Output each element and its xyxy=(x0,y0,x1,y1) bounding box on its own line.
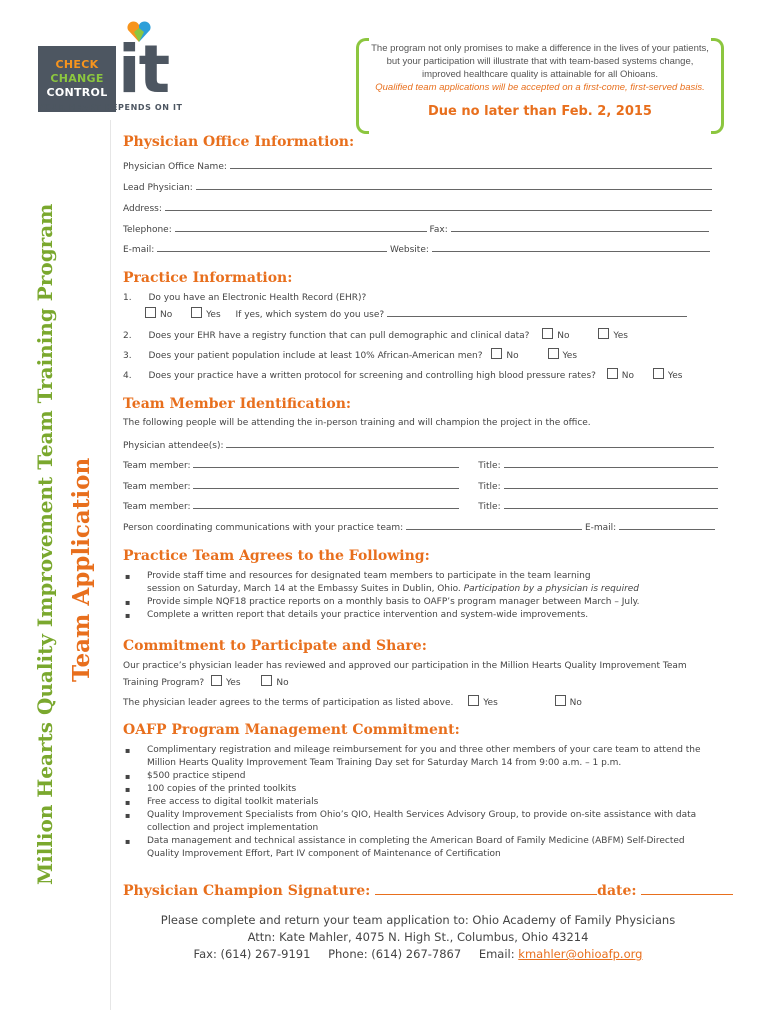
q1-no-checkbox[interactable] xyxy=(145,307,156,318)
oafp-item-3: 100 copies of the printed toolkits xyxy=(147,784,297,794)
q1-yes-checkbox[interactable] xyxy=(191,307,202,318)
footer-line-1: Please complete and return your team application to: Ohio Academy of Family Physicians xyxy=(160,913,676,927)
title-field-2[interactable] xyxy=(504,480,718,489)
q3-number: 3. xyxy=(123,351,132,361)
email-row xyxy=(123,243,710,255)
sidebar-title: Million Hearts Quality Improvement Team Training Program xyxy=(33,203,57,885)
list-item xyxy=(123,744,713,770)
fax-label: Fax: xyxy=(429,225,448,235)
q1-number: 1. xyxy=(123,293,132,303)
sidebar-subtitle: Team Application xyxy=(68,457,95,682)
team-heading: Team Member Identification: xyxy=(123,396,352,412)
office-name-label: Physician Office Name: xyxy=(123,162,227,172)
lead-physician-label: Lead Physician: xyxy=(123,183,193,193)
email-field[interactable] xyxy=(157,243,387,252)
commit-heading: Commitment to Participate and Share: xyxy=(123,638,427,654)
title-label: Title: xyxy=(478,482,501,492)
practice-heading: Practice Information: xyxy=(123,270,293,286)
footer-email-link[interactable]: kmahler@ohioafp.org xyxy=(518,947,643,961)
coordinator-row xyxy=(123,521,715,533)
address-label: Address: xyxy=(123,204,162,214)
address-field[interactable] xyxy=(165,202,712,211)
q3-yes-label: Yes xyxy=(562,351,578,361)
oafp-item-2: $500 practice stipend xyxy=(147,771,246,781)
signature-row xyxy=(123,882,733,899)
oafp-list xyxy=(123,744,713,861)
logo-it: it xyxy=(118,31,169,108)
oafp-heading: OAFP Program Management Commitment: xyxy=(123,722,460,738)
logo-tagline: YOUR HEART DEPENDS ON IT xyxy=(38,103,183,112)
footer-fax: Fax: (614) 267-9191 xyxy=(193,947,311,961)
email-label: E-mail: xyxy=(123,245,155,255)
date-field[interactable] xyxy=(641,882,733,895)
q4-no-checkbox[interactable] xyxy=(607,368,618,379)
q4-no-label: No xyxy=(621,371,635,381)
team-member-label: Team member: xyxy=(123,482,191,492)
signature-field[interactable] xyxy=(375,882,597,895)
team-member-row-1 xyxy=(123,459,718,471)
agrees-item-1c: Participation by a physician is required xyxy=(463,584,640,594)
footer-phone: Phone: (614) 267-7867 xyxy=(328,947,462,961)
agrees-item-1b: session on Saturday, March 14 at the Embassy Suites in Dublin, Ohio. xyxy=(147,584,461,594)
due-date: Due no later than Feb. 2, 2015 xyxy=(428,104,652,119)
team-member-row-3 xyxy=(123,500,718,512)
q1-text: Do you have an Electronic Health Record (EHR)? xyxy=(148,293,367,303)
lead-physician-field[interactable] xyxy=(196,181,712,190)
list-item xyxy=(123,783,713,796)
coordinator-email-label: E-mail: xyxy=(584,523,617,533)
team-description: The following people will be attending the in-person training and will champion the project in the office. xyxy=(123,418,591,428)
footer-line-2: Attn: Kate Mahler, 4075 N. High St., Columbus, Ohio 43214 xyxy=(247,930,589,944)
q3-no-label: No xyxy=(506,351,519,361)
ehr-system-field[interactable] xyxy=(387,308,687,317)
team-member-label: Team member: xyxy=(123,502,191,512)
attendee-field[interactable] xyxy=(226,439,714,448)
q1-no-label: No xyxy=(160,310,173,320)
oafp-item-5a: Quality Improvement Specialists from Ohio’s QIO, Health Services Advisory Group, to provide on-site assistance with data xyxy=(147,810,697,820)
commit-no-label: No xyxy=(276,678,289,688)
agrees-list xyxy=(123,570,713,622)
address-row xyxy=(123,202,712,214)
team-member-row-2 xyxy=(123,480,718,492)
intro-box xyxy=(356,38,724,130)
q1-answer-row xyxy=(145,307,687,320)
oafp-item-6b: Quality Improvement Effort, Part IV component of Maintenance of Certification xyxy=(147,849,501,859)
agree-no-label: No xyxy=(569,698,582,708)
attendee-label: Physician attendee(s): xyxy=(123,441,224,451)
oafp-item-5b: collection and project implementation xyxy=(147,823,319,833)
intro-paragraph: The program not only promises to make a difference in the lives of your patients, but your participation will illustrate that with team-based systems change, improved healthcare quality is attainable for all Ohioans. xyxy=(371,43,709,80)
telephone-row xyxy=(123,223,709,235)
title-label: Title: xyxy=(478,502,501,512)
oafp-item-1b: Million Hearts Quality Improvement Team Training Day set for Saturday March 14 from 9:00 a.m. – 1 p.m. xyxy=(147,758,622,768)
q1-follow-label: If yes, which system do you use? xyxy=(235,310,385,320)
agree-no-checkbox[interactable] xyxy=(555,695,566,706)
coordinator-label: Person coordinating communications with your practice team: xyxy=(123,523,404,533)
office-name-row xyxy=(123,160,712,172)
coordinator-field[interactable] xyxy=(406,521,582,530)
q2-text: Does your EHR have a registry function that can pull demographic and clinical data? xyxy=(148,331,530,341)
office-heading: Physician Office Information: xyxy=(123,134,355,150)
agree-yes-checkbox[interactable] xyxy=(468,695,479,706)
fax-field[interactable] xyxy=(451,223,709,232)
website-field[interactable] xyxy=(432,243,710,252)
oafp-item-6a: Data management and technical assistance in completing the American Board of Family Medicine (ABFM) Self-Directed xyxy=(147,836,685,846)
q3-row xyxy=(123,348,577,361)
q3-text: Does your patient population include at least 10% African-American men? xyxy=(148,351,483,361)
lead-physician-row xyxy=(123,181,712,193)
commit-text-2: Training Program? xyxy=(123,678,205,688)
footer xyxy=(123,912,713,963)
website-label: Website: xyxy=(390,245,429,255)
q4-yes-label: Yes xyxy=(667,371,683,381)
signature-label: Physician Champion Signature: xyxy=(123,883,371,899)
team-member-field-3[interactable] xyxy=(193,500,459,509)
intro-qualified: Qualified team applications will be accepted on a first-come, first-served basis. xyxy=(375,82,705,93)
date-label: date: xyxy=(597,883,637,899)
q2-row xyxy=(123,328,628,341)
telephone-label: Telephone: xyxy=(123,225,172,235)
coordinator-email-field[interactable] xyxy=(619,521,715,530)
list-item xyxy=(123,809,713,835)
q1-row xyxy=(123,293,366,303)
q2-number: 2. xyxy=(123,331,132,341)
right-bracket xyxy=(711,38,724,134)
commit-text-1: Our practice’s physician leader has reviewed and approved our participation in the Million Hearts Quality Improvement Team xyxy=(123,661,687,671)
commit-yes-checkbox[interactable] xyxy=(211,675,222,686)
team-member-field-2[interactable] xyxy=(193,480,459,489)
agrees-heading: Practice Team Agrees to the Following: xyxy=(123,548,430,564)
q2-yes-label: Yes xyxy=(613,331,628,341)
commit-agree-text: The physician leader agrees to the terms of participation as listed above. xyxy=(123,698,454,708)
q4-text: Does your practice have a written protocol for screening and controlling high blood pressure rates? xyxy=(148,371,596,381)
commit-answer-row xyxy=(123,675,289,688)
commit-yes-label: Yes xyxy=(226,678,241,688)
left-bracket xyxy=(356,38,369,134)
footer-email-label: Email: xyxy=(478,947,515,961)
logo-line-2: CHANGE xyxy=(50,72,104,85)
title-label: Title: xyxy=(478,461,501,471)
list-item xyxy=(123,596,713,609)
footer-line-3 xyxy=(123,946,713,963)
title-field-3[interactable] xyxy=(504,500,718,509)
agree-yes-label: Yes xyxy=(483,698,498,708)
q1-yes-label: Yes xyxy=(206,310,221,320)
q2-yes-checkbox[interactable] xyxy=(598,328,609,339)
q4-number: 4. xyxy=(123,371,132,381)
team-member-field-1[interactable] xyxy=(193,459,459,468)
q2-no-checkbox[interactable] xyxy=(542,328,553,339)
commit-agree-row xyxy=(123,695,582,708)
agrees-item-2: Provide simple NQF18 practice reports on a monthly basis to OAFP’s program manager between March – July. xyxy=(147,597,640,607)
q2-no-label: No xyxy=(557,331,570,341)
list-item xyxy=(123,796,713,809)
agrees-item-3: Complete a written report that details your practice intervention and system-wide improvements. xyxy=(147,610,589,620)
agrees-item-1a: Provide staff time and resources for designated team members to participate in the team learning xyxy=(147,571,591,581)
telephone-field[interactable] xyxy=(175,223,427,232)
list-item xyxy=(123,570,713,596)
logo xyxy=(38,20,188,120)
list-item xyxy=(123,770,713,783)
oafp-item-1a: Complimentary registration and mileage reimbursement for you and three other members of your care team to attend the xyxy=(147,745,701,755)
list-item xyxy=(123,835,713,861)
attendee-row xyxy=(123,439,714,451)
logo-line-1: CHECK xyxy=(55,58,99,71)
logo-line-3: CONTROL xyxy=(46,86,108,99)
q4-yes-checkbox[interactable] xyxy=(653,368,664,379)
list-item xyxy=(123,609,713,622)
office-name-field[interactable] xyxy=(230,160,712,169)
title-field-1[interactable] xyxy=(504,459,718,468)
oafp-item-4: Free access to digital toolkit materials xyxy=(147,797,319,807)
q3-yes-checkbox[interactable] xyxy=(548,348,559,359)
team-member-label: Team member: xyxy=(123,461,191,471)
commit-no-checkbox[interactable] xyxy=(261,675,272,686)
q4-row xyxy=(123,368,682,381)
q3-no-checkbox[interactable] xyxy=(491,348,502,359)
intro-text xyxy=(370,42,710,94)
